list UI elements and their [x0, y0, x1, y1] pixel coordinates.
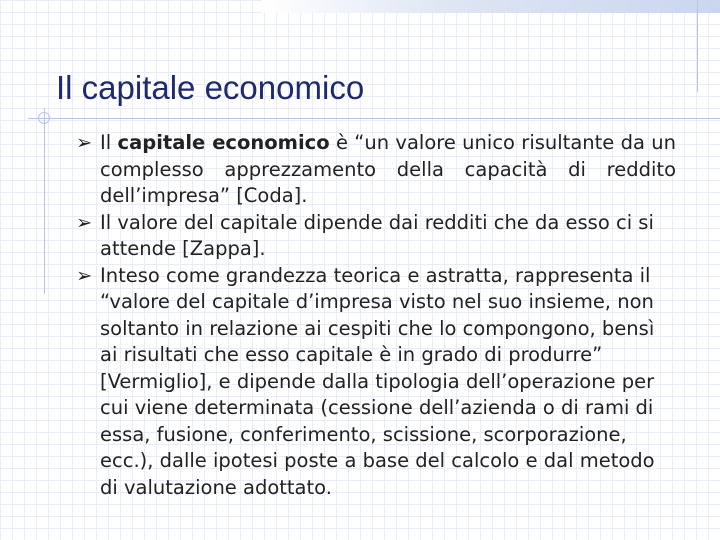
arrow-bullet-icon: ➢: [76, 210, 93, 234]
accent-circle-icon: [38, 112, 50, 124]
slide-title: Il capitale economico: [56, 69, 365, 106]
title-underline-rule: [28, 118, 720, 119]
bullet-text-bold: capitale economico: [117, 131, 330, 154]
bullet-text: è “un valore unico risultante da un complesso apprezzamento della capacità di reddito dell’impresa” [Coda].: [100, 131, 676, 207]
bullet-item: [76, 130, 676, 210]
bullet-item: [76, 263, 676, 502]
left-accent-rule: [44, 108, 45, 294]
bullet-text-prefix: Il: [100, 131, 118, 154]
header-gradient-band: [262, 0, 720, 13]
bullet-item: [76, 210, 676, 263]
bullet-list: [76, 130, 676, 501]
arrow-bullet-icon: ➢: [76, 263, 93, 287]
bullet-text: Inteso come grandezza teorica e astratta, rappresenta il “valore del capitale d’impresa visto nel suo insieme, non soltanto in relazione ai cespiti che lo compongono, bensì ai risultati che esso capitale è in grado di produrre” [Vermiglio], e dipende dalla tipologia dell’operazione per cui viene determinata (cessione dell’azienda o di rami di essa, fusione, conferimento, scissione, scorporazione, ecc.), dalle ipotesi poste a base del calcolo e dal metodo di valutazione adottato.: [100, 263, 655, 499]
decorative-vertical-rule: [697, 0, 698, 92]
arrow-bullet-icon: ➢: [76, 131, 93, 154]
bullet-text: Il valore del capitale dipende dai redditi che da esso ci si attende [Zappa].: [100, 210, 654, 260]
